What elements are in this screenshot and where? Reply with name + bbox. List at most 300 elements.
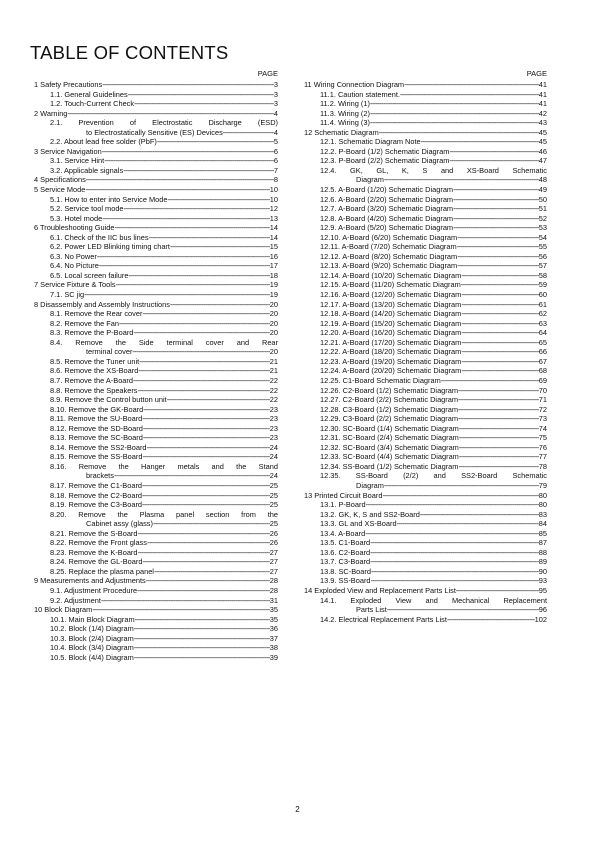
dot-leader [153, 519, 270, 529]
toc-section [34, 80, 278, 90]
dot-leader [387, 605, 539, 615]
toc-subsection [34, 242, 278, 252]
toc-subsection [34, 519, 278, 529]
dot-leader [134, 643, 270, 653]
toc-entry-title-continued: Diagram [356, 175, 384, 185]
toc-entry-page: 4 [273, 127, 278, 137]
page-column-header: PAGE [257, 69, 278, 78]
toc-entry-title: 12.30. SC-Board (1/4) Schematic Diagram [320, 423, 459, 433]
dot-leader [453, 223, 539, 233]
toc-entry-title: 10.2. Block (1/4) Diagram [50, 624, 134, 634]
dot-leader [461, 271, 538, 281]
toc-left-column [34, 68, 278, 662]
dot-leader [146, 576, 270, 586]
toc-entry-title: 8.21. Remove the S-Board [50, 528, 138, 538]
toc-entry-page: 25 [269, 500, 278, 510]
dot-leader [458, 395, 539, 405]
toc-entry-title: 14 Exploded View and Replacement Parts List [304, 585, 456, 595]
toc-entry-title: 14.1. Exploded View and Mechanical Replacement [320, 595, 547, 605]
toc-entry-page: 19 [269, 280, 278, 290]
toc-entry-page: 20 [269, 309, 278, 319]
dot-leader [147, 538, 270, 548]
dot-leader [167, 395, 270, 405]
toc-entry-title: 8.6. Remove the XS-Board [50, 366, 139, 376]
toc-entry-title: 8.17. Remove the C1-Board [50, 480, 143, 490]
toc-entry-title: 9 Measurements and Adjustments [34, 576, 146, 586]
toc-entry-page: 41 [538, 99, 547, 109]
toc-entry-page: 10 [269, 194, 278, 204]
toc-entry-title: 12.3. P-Board (2/2) Schematic Diagram [320, 156, 450, 166]
dot-leader [128, 90, 274, 100]
toc-entry-title: 8.3. Remove the P-Board [50, 328, 134, 338]
toc-entry-page: 39 [269, 652, 278, 662]
toc-section [34, 576, 278, 586]
toc-entry-title: 2.2. About lead free solder (PbF) [50, 137, 157, 147]
toc-entry-title: 13.4. A-Board [320, 528, 366, 538]
toc-entry-title: 14.2. Electrical Replacement Parts List [320, 614, 447, 624]
toc-entry-title: 12.15. A-Board (11/20) Schematic Diagram [320, 280, 461, 290]
toc-section [304, 586, 547, 596]
toc-section [34, 223, 278, 233]
page-title: TABLE OF CONTENTS [30, 42, 229, 63]
toc-entry-page: 38 [269, 643, 278, 653]
toc-entry-page: 27 [269, 547, 278, 557]
toc-entry-page: 58 [538, 270, 547, 280]
dot-leader [400, 90, 539, 100]
toc-subsection [34, 319, 278, 329]
toc-entry-page: 102 [534, 614, 547, 624]
toc-entry-title: 13.9. SS-Board [320, 576, 371, 586]
dot-leader [459, 433, 539, 443]
toc-subsection [304, 386, 547, 396]
dot-leader [133, 328, 269, 338]
toc-entry-title: 9.2. Adjustment [50, 595, 101, 605]
toc-entry-title: 8.15. Remove the SS-Board [50, 452, 143, 462]
dot-leader [371, 576, 539, 586]
dot-leader [115, 223, 270, 233]
toc-subsection [304, 405, 547, 415]
toc-entry-title: 8.12. Remove the SD-Board [50, 423, 143, 433]
toc-subsection [304, 109, 547, 119]
toc-entry-page: 20 [269, 347, 278, 357]
toc-subsection [34, 347, 278, 357]
dot-leader [142, 491, 270, 501]
toc-subsection [34, 424, 278, 434]
toc-entry-page: 4 [273, 108, 278, 118]
toc-entry-title: 8.16. Remove the Hanger metals and the Stand [50, 461, 278, 471]
toc-entry-title: 2 Warning [34, 108, 68, 118]
toc-entry-title: 12.19. A-Board (15/20) Schematic Diagram [320, 318, 462, 328]
toc-entry-title: 8.24. Remove the GL-Board [50, 557, 143, 567]
toc-entry-title: 11.3. Wiring (2) [320, 108, 370, 118]
dot-leader [170, 300, 270, 310]
toc-entry-page: 96 [538, 605, 547, 615]
dot-leader [457, 252, 539, 262]
toc-entry-title-continued: terminal cover [86, 347, 133, 357]
toc-entry-page: 48 [538, 175, 547, 185]
toc-entry-title-continued: to Electrostatically Sensitive (ES) Devices [86, 127, 223, 137]
toc-subsection [304, 223, 547, 233]
toc-entry-page: 6 [273, 156, 278, 166]
toc-subsection [304, 452, 547, 462]
toc-entry-page: 22 [269, 385, 278, 395]
toc-subsection [304, 185, 547, 195]
dot-leader [168, 195, 270, 205]
toc-entry-title: 12.9. A-Board (5/20) Schematic Diagram [320, 223, 454, 233]
toc-entry-page: 59 [538, 280, 547, 290]
toc-entry-page: 10 [269, 185, 278, 195]
toc-entry-page: 62 [538, 309, 547, 319]
dot-leader [101, 596, 270, 606]
toc-entry-title: 8.19. Remove the C3-Board [50, 500, 143, 510]
toc-entry-page: 64 [538, 328, 547, 338]
toc-entry-page: 24 [269, 452, 278, 462]
dot-leader [119, 319, 270, 329]
toc-entry-title-continued: brackets [86, 471, 114, 481]
dot-leader [397, 519, 539, 529]
toc-subsection [304, 347, 547, 357]
toc-entry-title: 13.1. P-Board [320, 500, 366, 510]
toc-subsection [304, 443, 547, 453]
toc-entry-page: 68 [538, 366, 547, 376]
toc-entry-title: 8.8. Remove the Speakers [50, 385, 138, 395]
dot-leader [104, 156, 274, 166]
toc-entry-page: 27 [269, 566, 278, 576]
toc-entry-title: 8.20. Remove the Plasma panel section from the [50, 509, 278, 519]
toc-entry-title: 13.3. GL and XS-Board [320, 519, 397, 529]
toc-entry-page: 3 [273, 80, 278, 89]
toc-subsection [304, 242, 547, 252]
toc-section [34, 175, 278, 185]
toc-entry-title: 8.1. Remove the Rear cover [50, 309, 143, 319]
toc-entry-page: 90 [538, 566, 547, 576]
dot-leader [404, 80, 539, 90]
toc-subsection [304, 567, 547, 577]
dot-leader [449, 156, 538, 166]
toc-section [34, 300, 278, 310]
toc-subsection-title-line [304, 596, 547, 606]
toc-entry-title: 12.14. A-Board (10/20) Schematic Diagram [320, 270, 462, 280]
toc-entry-title: 11.1. Caution statement. [320, 89, 400, 99]
toc-entry-page: 31 [269, 595, 278, 605]
dot-leader [84, 290, 270, 300]
toc-entry-page: 77 [538, 452, 547, 462]
toc-entry-page: 65 [538, 337, 547, 347]
toc-entry-title: 12.25. C1-Board Schematic Diagram [320, 375, 441, 385]
toc-entry-page: 95 [538, 585, 547, 595]
toc-subsection [34, 624, 278, 634]
toc-entry-title: 11 Wiring Connection Diagram [304, 80, 405, 89]
dot-leader [370, 557, 539, 567]
toc-entry-title: 6.2. Power LED Blinking timing chart [50, 242, 170, 252]
dot-leader [143, 405, 270, 415]
toc-section [304, 491, 547, 501]
toc-entry-title: 10.4. Block (3/4) Diagram [50, 643, 134, 653]
toc-subsection [304, 376, 547, 386]
toc-subsection [34, 643, 278, 653]
toc-subsection [34, 452, 278, 462]
toc-subsection [34, 653, 278, 663]
toc-entry-page: 84 [538, 519, 547, 529]
dot-leader [102, 147, 274, 157]
dot-leader [459, 443, 539, 453]
toc-subsection [34, 271, 278, 281]
toc-subsection [304, 338, 547, 348]
toc-entry-title: 12.2. P-Board (1/2) Schematic Diagram [320, 146, 450, 156]
dot-leader [97, 252, 270, 262]
toc-entry-page: 87 [538, 538, 547, 548]
toc-entry-page: 26 [269, 538, 278, 548]
toc-entry-page: 79 [538, 480, 547, 490]
toc-subsection [304, 319, 547, 329]
toc-subsection [304, 519, 547, 529]
toc-entry-page: 85 [538, 528, 547, 538]
toc-entry-title: 12.4. GK, GL, K, S and XS-Board Schematic [320, 165, 547, 175]
toc-entry-title: 13.7. C3-Board [320, 557, 371, 567]
toc-entry-title: 8.14. Remove the SS2-Board [50, 442, 147, 452]
toc-subsection [34, 443, 278, 453]
toc-entry-title: 12.12. A-Board (8/20) Schematic Diagram [320, 251, 458, 261]
toc-entry-title: 13.6. C2-Board [320, 547, 371, 557]
toc-subsection [34, 529, 278, 539]
dot-leader [128, 271, 269, 281]
dot-leader [132, 347, 269, 357]
toc-entry-title: 12.7. A-Board (3/20) Schematic Diagram [320, 204, 454, 214]
toc-subsection [304, 195, 547, 205]
toc-subsection [34, 156, 278, 166]
toc-subsection [34, 290, 278, 300]
dot-leader [461, 300, 538, 310]
toc-entry-page: 88 [538, 547, 547, 557]
toc-entry-page: 13 [269, 213, 278, 223]
toc-entry-title-continued: Diagram [356, 480, 384, 490]
toc-entry-page: 20 [269, 328, 278, 338]
toc-entry-title: 6.1. Check of the IIC bus lines [50, 232, 149, 242]
toc-entry-page: 72 [538, 404, 547, 414]
toc-entry-title: 11.2. Wiring (1) [320, 99, 370, 109]
toc-subsection [34, 491, 278, 501]
dot-leader [441, 376, 539, 386]
toc-subsection [34, 405, 278, 415]
toc-entry-title: 3 Service Navigation [34, 146, 102, 156]
toc-entry-title: 8.9. Remove the Control button unit [50, 395, 167, 405]
toc-entry-title: 7 Service Fixture & Tools [34, 280, 116, 290]
dot-leader [365, 529, 539, 539]
toc-subsection [34, 261, 278, 271]
dot-leader [134, 653, 270, 663]
toc-subsection [34, 615, 278, 625]
toc-entry-title: 12.8. A-Board (4/20) Schematic Diagram [320, 213, 454, 223]
toc-entry-page: 70 [538, 385, 547, 395]
dot-leader [370, 548, 539, 558]
dot-leader [143, 433, 270, 443]
toc-entry-title: 12.26. C2-Board (1/2) Schematic Diagram [320, 385, 459, 395]
toc-entry-title: 11.4. Wiring (3) [320, 118, 370, 128]
toc-entry-title: 6.5. Local screen failure [50, 270, 129, 280]
toc-entry-page: 69 [538, 375, 547, 385]
dot-leader [458, 386, 539, 396]
toc-entry-title: 12.21. A-Board (17/20) Schematic Diagram [320, 337, 462, 347]
toc-right-column [304, 68, 547, 624]
toc-subsection [304, 280, 547, 290]
toc-entry-page: 60 [538, 290, 547, 300]
toc-entry-title: 12.16. A-Board (12/20) Schematic Diagram [320, 290, 462, 300]
toc-entry-page: 7 [273, 165, 278, 175]
toc-entry-page: 43 [538, 118, 547, 128]
toc-entry-title: 10 Block Diagram [34, 605, 93, 615]
dot-leader [461, 347, 538, 357]
toc-entry-page: 12 [269, 204, 278, 214]
toc-section [34, 147, 278, 157]
toc-entry-page: 22 [269, 375, 278, 385]
dot-leader [453, 204, 539, 214]
toc-entry-page: 3 [273, 89, 278, 99]
toc-subsection [304, 233, 547, 243]
toc-subsection [304, 462, 547, 472]
toc-subsection [304, 99, 547, 109]
toc-entry-page: 55 [538, 242, 547, 252]
toc-entry-page: 89 [538, 557, 547, 567]
toc-entry-page: 23 [269, 414, 278, 424]
dot-leader [142, 452, 269, 462]
toc-entry-title: 10.1. Main Block Diagram [50, 614, 135, 624]
toc-entry-page: 61 [538, 299, 547, 309]
dot-leader [447, 615, 535, 625]
toc-subsection [304, 147, 547, 157]
toc-entry-page: 15 [269, 242, 278, 252]
toc-subsection [34, 90, 278, 100]
toc-subsection [304, 214, 547, 224]
toc-entry-title: 12.31. SC-Board (2/4) Schematic Diagram [320, 433, 459, 443]
toc-subsection [304, 538, 547, 548]
toc-entry-title: 12.1. Schematic Diagram Note [320, 137, 421, 147]
page-number: 2 [295, 805, 300, 814]
toc-entry-page: 21 [269, 366, 278, 376]
toc-subsection [304, 500, 547, 510]
toc-subsection [304, 261, 547, 271]
toc-entry-list [34, 80, 278, 662]
toc-entry-title: 8.25. Replace the plasma panel [50, 566, 154, 576]
dot-leader [384, 175, 539, 185]
toc-subsection [34, 166, 278, 176]
dot-leader [453, 214, 539, 224]
toc-subsection [34, 376, 278, 386]
dot-leader [370, 538, 539, 548]
toc-entry-page: 23 [269, 404, 278, 414]
toc-subsection [304, 328, 547, 338]
toc-subsection-title-line [34, 118, 278, 128]
toc-subsection [304, 357, 547, 367]
toc-subsection [304, 424, 547, 434]
dot-leader [370, 118, 539, 128]
toc-entry-title: 8.23. Remove the K-Board [50, 547, 138, 557]
toc-subsection [304, 481, 547, 491]
toc-section [34, 109, 278, 119]
toc-entry-page: 18 [269, 270, 278, 280]
toc-entry-title: 2.1. Prevention of Electrostatic Discharge (ESD) [50, 118, 278, 128]
toc-entry-title: 12.5. A-Board (1/20) Schematic Diagram [320, 185, 454, 195]
dot-leader [138, 529, 270, 539]
toc-section [34, 280, 278, 290]
dot-leader [142, 414, 269, 424]
toc-entry-page: 46 [538, 146, 547, 156]
toc-subsection [304, 204, 547, 214]
dot-leader [143, 424, 270, 434]
toc-entry-page: 78 [538, 461, 547, 471]
toc-entry-title: 8.5. Remove the Tuner unit [50, 356, 140, 366]
toc-entry-title: 12.34. SS-Board (1/2) Schematic Diagram [320, 461, 459, 471]
toc-entry-page: 14 [269, 232, 278, 242]
toc-entry-title: 5.1. How to enter into Service Mode [50, 194, 168, 204]
toc-entry-page: 25 [269, 480, 278, 490]
toc-entry-page: 83 [538, 509, 547, 519]
dot-leader [420, 510, 539, 520]
toc-subsection [34, 395, 278, 405]
dot-leader [147, 443, 270, 453]
toc-subsection [304, 175, 547, 185]
toc-entry-page: 66 [538, 347, 547, 357]
toc-entry-page: 25 [269, 519, 278, 529]
dot-leader [461, 309, 538, 319]
toc-subsection [304, 557, 547, 567]
toc-subsection [304, 118, 547, 128]
dot-leader [137, 586, 270, 596]
dot-leader [456, 586, 539, 596]
dot-leader [149, 233, 270, 243]
dot-leader [142, 557, 269, 567]
toc-entry-title: 12.22. A-Board (18/20) Schematic Diagram [320, 347, 462, 357]
toc-subsection [34, 309, 278, 319]
toc-entry-page: 41 [538, 80, 547, 89]
toc-subsection [34, 548, 278, 558]
toc-subsection [34, 557, 278, 567]
dot-leader [449, 147, 538, 157]
page-column-header: PAGE [526, 69, 547, 78]
dot-leader [459, 452, 539, 462]
toc-entry-title: 7.1. SC jig [50, 290, 85, 300]
toc-entry-page: 8 [273, 175, 278, 185]
toc-subsection [304, 433, 547, 443]
toc-subsection-title-line [34, 338, 278, 348]
toc-entry-title: 5.3. Hotel mode [50, 213, 103, 223]
toc-entry-title: 12.24. A-Board (20/20) Schematic Diagram [320, 366, 462, 376]
toc-subsection [304, 615, 547, 625]
toc-entry-title: 6.3. No Power [50, 251, 97, 261]
toc-entry-page: 51 [538, 204, 547, 214]
toc-entry-page: 49 [538, 185, 547, 195]
toc-subsection [34, 634, 278, 644]
toc-entry-page: 26 [269, 528, 278, 538]
dot-leader [457, 233, 539, 243]
toc-subsection [304, 156, 547, 166]
toc-subsection [304, 605, 547, 615]
dot-leader [453, 185, 539, 195]
toc-entry-title: 8.10. Remove the GK-Board [50, 404, 144, 414]
dot-leader [461, 366, 538, 376]
toc-subsection [34, 386, 278, 396]
toc-entry-page: 76 [538, 442, 547, 452]
toc-entry-page: 45 [538, 127, 547, 137]
toc-entry-title: 8.13. Remove the SC-Board [50, 433, 143, 443]
toc-subsection-title-line [304, 471, 547, 481]
toc-entry-title: 6.4. No Picture [50, 261, 99, 271]
toc-entry-page: 5 [273, 137, 278, 147]
dot-leader [370, 99, 539, 109]
toc-entry-page: 71 [538, 395, 547, 405]
toc-entry-page: 41 [538, 89, 547, 99]
toc-subsection [34, 567, 278, 577]
toc-subsection [34, 252, 278, 262]
